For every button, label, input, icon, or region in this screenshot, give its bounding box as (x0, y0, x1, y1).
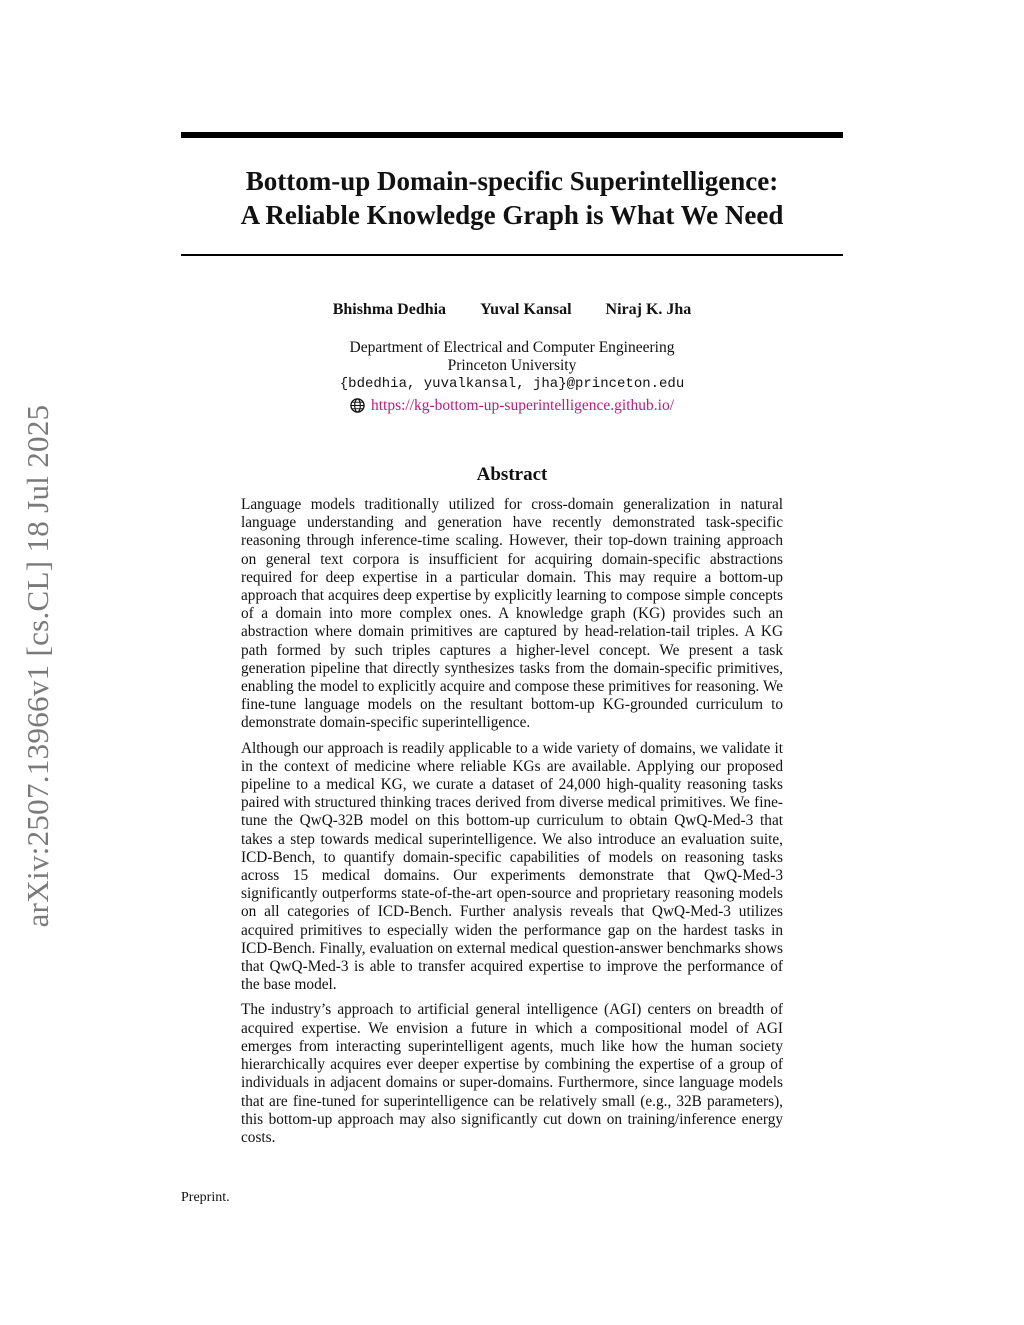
abstract-paragraph: Although our approach is readily applicable to a wide variety of domains, we validate it in the context of medicine where reliable KGs are available. Applying our proposed pipeline to a medical KG, we curate a dataset of 24,000 high-quality reasoning tasks paired with structured thinking traces derived from diverse medical primitives. We fine-tune the QwQ-32B model on this bottom-up curriculum to obtain QwQ-Med-3 that takes a step towards medical superintelligence. We also introduce an evaluation suite, ICD-Bench, to quantify domain-specific capabilities of models on reasoning tasks across 15 medical domains. Our experiments demonstrate that QwQ-Med-3 significantly outperforms state-of-the-art open-source and proprietary reasoning models on all categories of ICD-Bench. Further analysis reveals that QwQ-Med-3 utilizes acquired primitives to especially widen the performance gap on the hardest tasks in ICD-Bench. Finally, evaluation on external medical question-answer benchmarks shows that QwQ-Med-3 is able to transfer acquired expertise to improve the performance of the base model. (241, 739, 783, 994)
abstract-body (241, 496, 783, 1154)
website-row (181, 397, 843, 415)
author-emails: {bdedhia, yuvalkansal, jha}@princeton.edu (339, 376, 685, 392)
abstract-paragraph: The industry’s approach to artificial general intelligence (AGI) centers on breadth of acquired expertise. We envision a future in which a compositional model of AGI emerges from interacting superintelligent agents, much like how the human society hierarchically acquires ever deeper expertise by combining the expertise of a group of individuals in adjacent domains or super-domains. Furthermore, since language models that are fine-tuned for superintelligence can be relatively small (e.g., 32B parameters), this bottom-up approach may also significantly cut down on training/inference energy costs. (241, 1001, 783, 1146)
title-bottom-rule (181, 254, 843, 256)
preprint-footer: Preprint. (181, 1190, 230, 1205)
paper-title-line-1: Bottom-up Domain-specific Superintelligence: (245, 166, 779, 196)
department: Department of Electrical and Computer Engineering (349, 339, 675, 356)
globe-icon (350, 398, 365, 413)
affiliation-block (181, 339, 843, 415)
paper-title (181, 164, 843, 232)
author-list (181, 300, 843, 320)
author-name: Niraj K. Jha (605, 301, 692, 318)
abstract-paragraph: Language models traditionally utilized for cross-domain generalization in natural language understanding and generation have recently demonstrated task-specific reasoning through inference-time scaling. However, their top-down training approach on general text corpora is insufficient for acquiring domain-specific abstractions required for deep expertise in a particular domain. This may require a bottom-up approach that acquires deep expertise by explicitly learning to compose simple concepts of a domain into more complex ones. A knowledge graph (KG) provides such an abstraction where domain primitives are captured by head-relation-tail triples. A KG path formed by such triples captures a higher-level concept. We present a task generation pipeline that directly synthesizes tasks from the domain-specific primitives, enabling the model to explicitly acquire and compose these primitives for reasoning. We fine-tune language models on the resultant bottom-up KG-grounded curriculum to demonstrate domain-specific superintelligence. (241, 496, 783, 732)
paper-title-line-2: A Reliable Knowledge Graph is What We Need (240, 200, 784, 230)
abstract-heading: Abstract (476, 464, 548, 485)
author-name: Bhishma Dedhia (332, 301, 447, 318)
university: Princeton University (447, 357, 577, 374)
arxiv-identifier: arXiv:2507.13966v1 [cs.CL] 18 Jul 2025 (20, 404, 55, 928)
title-top-rule (181, 132, 843, 138)
project-website-link[interactable]: https://kg-bottom-up-superintelligence.github.io/ (370, 397, 675, 414)
author-name: Yuval Kansal (480, 301, 572, 318)
